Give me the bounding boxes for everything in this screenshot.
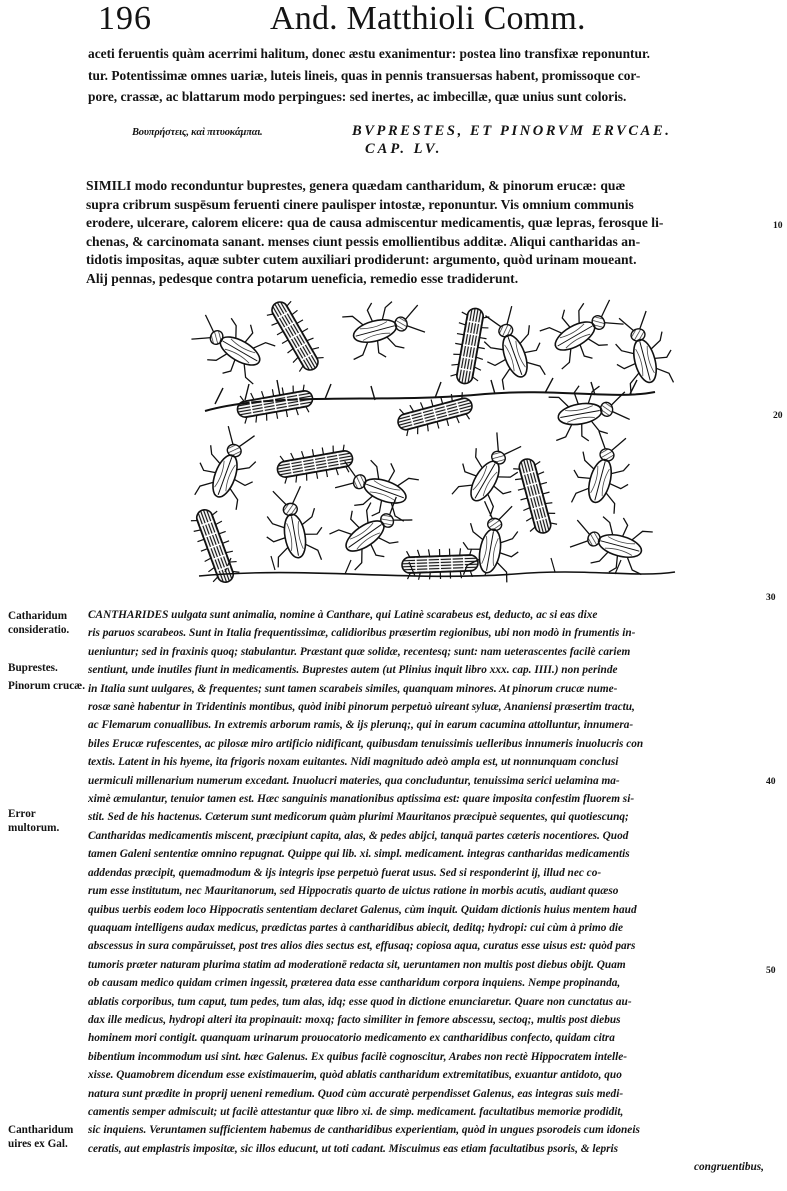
page-header <box>0 0 787 40</box>
commentary-line: ueniuntur; sed in fraxinis quoq; stabulantur. Præstant quæ solidæ, recentesq; sunt: nam ueterascentes facilè cariem <box>88 645 631 658</box>
commentary-line: congruentibus, <box>694 1161 764 1174</box>
commentary-line: stit. Sed de his hactenus. Cæterum sunt medicorum quàm plurimi Mauritanos præcipuè sequentes, qui quotiescunq; <box>88 811 629 824</box>
page-number: 196 <box>98 0 152 37</box>
commentary-line: xisse. Quamobrem dicendum esse existimauerim, quòd ablatis cantharidum extremitatibus, exuantur antidoto, quo <box>88 1069 622 1082</box>
commentary-line: camentis semper admiscuit; ut facilè attestantur quæ libro xi. de simp. medicament. facultatibus memoriæ prodidit, <box>88 1105 624 1118</box>
caterpillar-figure <box>235 383 315 426</box>
commentary-line: dax ille medicus, hydropi alteri ita propinauit: moxq; facto similiter in femore abscessu, sectoq;, multis post diebus <box>88 1013 621 1026</box>
commentary-line: quibus uerbis eodem loco Hippocratis sententiam declaret Galenus, cùm inquit. Quidam dictionis huius mentem haud <box>88 903 637 916</box>
caterpillar-figure <box>511 455 560 536</box>
body-line: chenas, & carcinomata sanant. menses ciunt pessis emollientibus additæ. Aliqui cantharidas an- <box>86 233 641 249</box>
commentary-line: ob causam medico quidam crimen ingessit, præterea data esse cantharidum corpora inquiens. Nempe propinanda, <box>88 977 621 990</box>
beetle-figure <box>189 421 268 512</box>
line-number: 20 <box>773 410 783 421</box>
commentary-line: tumoris præter naturam plurima statim ad moderationē redacta sit, ueruntamen non multis post diebus obijt. Quam <box>88 958 626 971</box>
intro-line: pore, crassæ, ac blattarum modo perpingues: sed inertes, ac imbecillæ, quæ unius sunt coloris. <box>88 89 627 104</box>
intro-line: tur. Potentissimæ omnes uariæ, luteis lineis, quas in pennis transuersas habent, promissoque cor- <box>88 67 641 83</box>
running-head: And. Matthioli Comm. <box>270 0 586 37</box>
commentary-line: bibentium incommodum usi sint. hæc Galenus. Ex quibus facilè cognoscitur, Arabes non rectè Hippocratem intelle- <box>88 1050 628 1063</box>
caterpillar-figure <box>449 306 492 386</box>
commentary-line: rum esse institutum, nec Mauritanorum, sed Hippocratis quarto de uictus ratione in morbis acutis, audiant quæso <box>88 885 619 898</box>
commentary-line: quaquam intelligens audax medicus, prædictas partes à cantharidibus abiecit, deditq; hydropi: cui cùm à primo die <box>88 921 624 934</box>
commentary-line: rosæ sanè habentur in Tridentinis montibus, quòd inibi pinorum perpetuò uireant syluæ, Ananiensi præsertim tractu, <box>88 701 635 714</box>
commentary-line: natura sunt prædite in proprij ueneni remedium. Quod cùm accuratè perpendisset Galenus, eas integras suis medi- <box>88 1087 624 1100</box>
commentary-line: in Italia sunt uulgares, & frequentes; sunt tamen scarabeis similes, quanquam minores. At pinorum crucæ nume- <box>88 682 618 695</box>
beetle-figure <box>566 507 654 581</box>
line-number: 50 <box>766 965 776 976</box>
beetle-figure <box>566 427 640 515</box>
beetle-figure <box>548 378 633 446</box>
body-line: SIMILI modo reconduntur buprestes, genera quædam cantharidum, & pinorum erucæ: quæ <box>86 178 626 193</box>
beetle-figure <box>185 303 278 389</box>
woodcut-illustration-beetles-caterpillars <box>185 296 680 596</box>
commentary-line: hominem mori contigit. quanquam urinarum prouocatorio medicamento ex cantharidibus confecto, quidam citra <box>88 1032 615 1045</box>
beetle-figure <box>259 484 327 569</box>
body-line: tidotis impositas, aquæ subter cutem auxiliari prodiderunt: argumento, quòd urinam moueant. <box>86 252 637 268</box>
commentary-line: ablatis corporibus, tum caput, tum pedes, tum alas, idq; esse quod in dictione enunciaretur. Quare non cunctatus au- <box>88 995 632 1008</box>
commentary-line: ris paruos scarabeos. Sunt in Italia frequentissimæ, calidioribus præsertim regionibus, ubi non modò in frumentis in- <box>88 627 636 640</box>
caterpillar-figure <box>263 296 327 376</box>
commentary-line: ceratis, aut emplastris impositæ, sic illos educunt, ut toti cadant. Miscuimus eas etiam facultatibus psoris, & lepris <box>88 1142 619 1155</box>
beetle-figure <box>472 301 551 392</box>
margin-note: Error multorum. <box>8 808 60 834</box>
margin-note: Cantharidum uires ex Gal. <box>8 1124 74 1150</box>
chapter-number: CAP. LV. <box>365 141 443 157</box>
margin-note: Catharidum consideratio. <box>8 610 70 636</box>
caterpillar-figure <box>275 443 355 486</box>
commentary-text <box>88 606 764 1177</box>
beetle-figure <box>606 307 680 395</box>
chapter-title: BVPRESTES, ET PINORVM ERVCAE. <box>352 123 672 139</box>
body-line: erodere, ulcerare, calorem elicere: qua de causa admiscentur medicamentis, quæ lepras, ferosque li- <box>86 215 664 231</box>
line-number: 40 <box>766 776 776 787</box>
commentary-line: ac Flemarum conuallibus. In extremis arborum ramis, & ijs plerunq;, qui in earum cacumina attolluntur, innumera- <box>88 719 634 732</box>
commentary-line: Cantharidas medicamentis miscent, præcipiunt capita, alas, & pedes abijci, tanquā partes cæteris nocentiores. Quod <box>88 829 629 842</box>
commentary-line: sic inquiens. Veruntamen sufficientem habemus de cantharidibus experientiam, quòd in ungues psorodeis cum idoneis <box>88 1124 640 1137</box>
line-number: 10 <box>773 220 783 231</box>
beetle-figure <box>537 296 631 374</box>
commentary-line: ximè æmulantur, tenuior tamen est. Hæc sanguinis manationibus aptissima est: quare imposita confestim fluorem si- <box>88 793 635 806</box>
commentary-line: biles Erucæ rufescentes, ac pilosæ miro artificio nidificant, quibusdam tenuissimis uelleribus innumeris inuolucris con <box>88 737 644 750</box>
commentary-line: addendas præcipit, quemadmodum & ijs integris ipse perpetuò fuerat usus. Sed si responderint ij, illud nec co- <box>88 866 602 879</box>
greek-heading: Βουπρήστεις, καὶ πιτυοκάμπαι. <box>132 127 263 138</box>
margin-note: Buprestes. <box>8 662 58 674</box>
commentary-line: textis. Latent in his hyeme, ita frigoris noxam euitantes. Nidi magnitudo adeò ampla est, ut nonnunquam conclusi <box>88 756 619 769</box>
body-line: Alij pennas, pedesque contra potarum ueneficia, remedio esse tradiderunt. <box>86 270 519 286</box>
beetle-figure <box>341 296 429 365</box>
intro-line: aceti feruentis quàm acerrimi halitum, donec æstu exanimentur: postea lino transfixæ reponuntur. <box>88 46 651 61</box>
commentary-line: CANTHARIDES uulgata sunt animalia, nomine à Canthare, qui Latinè scarabeus est, deducto, ac si eas dixe <box>88 609 598 621</box>
commentary-line: uermiculi millenarium numerum excedant. Inuolucri materies, qua concluduntur, tenuissima serici uelamina ma- <box>88 774 620 787</box>
intro-paragraph <box>88 43 770 108</box>
line-number: 30 <box>766 592 776 603</box>
body-line: supra cribrum suspēsum feruenti cinere paulisper intostæ, reponuntur. Vis omnium communis <box>86 196 634 212</box>
commentary-line: tamen Galeni sententiæ omnino repugnat. Quippe qui lib. xi. simpl. medicament. integras cantharidas medicamentis <box>88 848 630 861</box>
margin-note: Pinorum crucæ. <box>8 680 86 692</box>
commentary-line: sentiunt, unde inutiles fiunt in medicamentis. Buprestes autem (ut Plinius inquit libro xxx. cap. IIII.) non perinde <box>88 664 618 677</box>
commentary-line: abscessus in sura compăruisset, post tres alios dies sectus est, effusaq; copiosa aqua, curatus esse uisus est: quòd pars <box>88 940 636 953</box>
chapter-body <box>86 177 772 289</box>
